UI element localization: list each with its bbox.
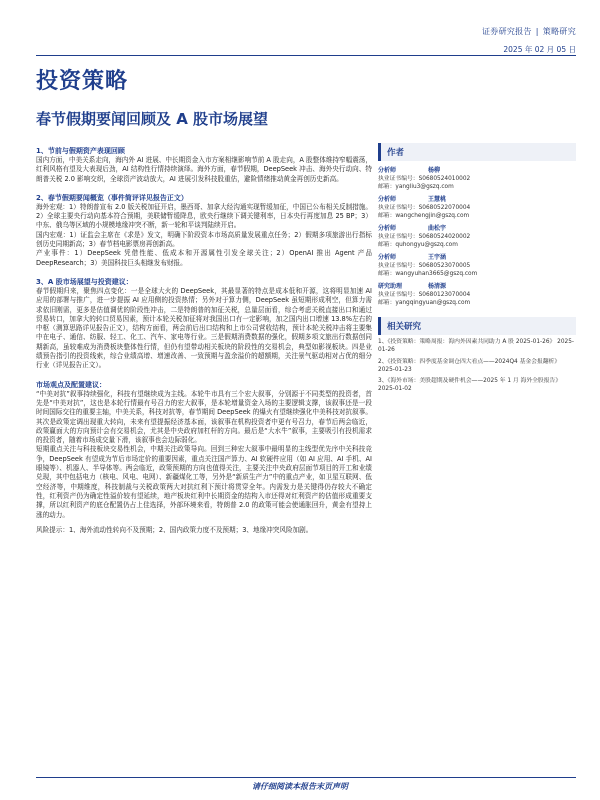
author-row [378, 196, 576, 204]
author-name: 杨柳 [428, 167, 441, 174]
author-row [378, 283, 576, 291]
author-name: 杨清源 [428, 283, 447, 290]
report-section: 策略研究 [542, 27, 576, 36]
section-3-text: 春节假期归来，聚焦四点变化：一是全球大火的 DeepSeek，其最显著的特点是成本低和开源，这将明显加速 AI 应用的部署与推广，进一步提振 AI 应用侧的投资热情；另外对于算力侧，DeepSeek 虽短期形成利空，但算力需求依旧刚需，更多是估值调优的阶段性冲击，二是特朗普的加征关税，总量层面看，综合考虑关税直接出口和通过贸易转口，加拿大的转口贸易因素，预计本轮关税加征将对我国出口有一定影响，加之国内出口增速 13.8%左右的中枢（测算思路详见报告正文），结构方面看，两会前后出口结构和上市公司营收结构，预计本轮关税冲击将主要集中在电子、通信、纺服、轻工、化工、汽车、家电等行业。三是假期消费数据的强化，假期多项文旅出行数据创同期新高，虽较难成为消费板块整体性行情，但仍有望带动相关板块的阶段性的交易机会，典型如影视板块。四是业绩预告指引的投资线索，综合业绩高增、增速改善、一致预期与盈余溢价的超额期，关注景气驱动相对占优的细分行业（详见报告正文）。 [36, 286, 372, 370]
related-item[interactable]: 1、《投资策略：策略周报：海内外因素共同助力 A 股 2025-01-26》 2025-01-26 [378, 339, 574, 354]
related-heading: 相关研究 [378, 317, 576, 335]
section-4-para-2: 短期重点关注与科技板块交易性机会，中期关注政策导向。回到三种宏大叙事中最明显的主线型优先序中关科技竞争，DeepSeek 有望成为节后市场定价的重要因素，重点关注国产算力、AI 软硬件应用（如 AI 应用、AI 手机、AI 眼镜等）、机器人、半导体等。两会临近，政策预期的方向也值得关注，主要关注中央政府层面节项目的开工和业绩兑现，其中包括电力（核电、风电、电网）、新疆煤化工等，另外是“新质生产力”中的重点产业，如卫星互联网、低空经济等，中期维度，科技制裁与关税政策两大对抗红利下预计将贯穿全年。内需发力是关键得仍存较大不确定性，红利资产仍为确定性溢价较有望延续，地产板块红利中长期资金的结构入市还得对红利资产的估值形成重要支撑，所以红利资产的底仓配置仍占上佳选择，外部环境来看，特朗普 2.0 的政策可能会使通胀回升，黄金有望持上涨的动力。 [36, 445, 372, 519]
author-license: 执业证书编号：S0680524020002 [378, 234, 471, 240]
related-item[interactable]: 3、《海外市场：美股超期及硬件机会——2025 年 1 月 海外全股报告》 2025-01-02 [378, 378, 562, 393]
report-subtitle: 春节假期要闻回顾及 A 股市场展望 [36, 110, 269, 128]
author-email[interactable]: 邮箱：yangqingyuan@gszq.com [378, 300, 471, 306]
author-row [378, 167, 576, 175]
author-entry [378, 167, 576, 191]
section-2-policy: 国内宏观：1）证监会主席在《求是》发文，明确下阶段资本市场高质量发展重点任务；2）假期多项旅游出行指标创历史同期新高；3）春节档电影票房再创新高。 [36, 230, 372, 249]
author-email[interactable]: 邮箱：yangliu3@gszq.com [378, 184, 454, 190]
author-role: 分析师 [378, 254, 397, 261]
spacer [36, 371, 372, 377]
author-name: 王慧桃 [428, 196, 447, 203]
section-1-heading: 1、节前与假期资产表现回顾 [36, 147, 125, 155]
author-entry [378, 283, 576, 307]
risk-warning: 风险提示：1、海外流动性转向不及预期；2、国内政策力度不及预期；3、地缘冲突风险加剧。 [36, 525, 313, 534]
footer-divider [36, 777, 576, 778]
author-list [378, 167, 576, 307]
page-title: 投资策略 [36, 69, 129, 94]
related-item[interactable]: 2、《投资策略：四季度基金调仓四大看点——2024Q4 基金会报翻析》 2025-01-23 [378, 358, 561, 373]
author-email[interactable]: 邮箱：quhongyu@gszq.com [378, 242, 458, 248]
summary-column [36, 143, 372, 535]
author-license: 执业证书编号：S0680524010002 [378, 176, 471, 182]
author-license: 执业证书编号：S0680522070004 [378, 205, 471, 211]
author-entry [378, 254, 576, 278]
author-role: 分析师 [378, 225, 397, 232]
author-role: 分析师 [378, 196, 397, 203]
related-research [378, 317, 576, 394]
section-4-para-1: “中美对抗”叙事持续强化，科技有望继续成为主线。本轮牛市具有三个宏大叙事，分别源于不同类型的投资者，首先是“中美对抗”，这也是本轮行情最有号召力的宏大叙事，是本轮增量资金入场的主要逻辑支撑，该叙事还是一段时间国际交往的重要主轴，中美关系，科技对抗等，春节期间 DeepSeek 的爆火有望继续强化中美科技对抗叙事。其次是政策定调出现重大转向，未来有望提振经济基本面，该叙事在机构投资者中更有号召力，春节后两会临近，政策赢面大的方向预计会有交易机会，尤其是中央政府加杠杆的方向。最后是“大水牛”叙事，主要吸引有投机需求的投资者，随着市场成交量下滑，该叙事也会边际弱化。 [36, 389, 372, 445]
author-entry [378, 225, 576, 249]
author-license: 执业证书编号：S0680123070004 [378, 292, 471, 298]
author-heading: 作者 [378, 143, 576, 161]
report-category: 证券研究报告 [481, 27, 532, 36]
author-license: 执业证书编号：S0680523070005 [378, 263, 471, 269]
section-3-heading: 3、A 股市场展望与投资建议： [36, 277, 133, 286]
author-row [378, 254, 576, 262]
spacer [36, 184, 372, 190]
header-separator: | [535, 27, 539, 36]
report-category-line [482, 26, 576, 37]
author-entry [378, 196, 576, 220]
section-2-macro: 海外宏观：1）特朗普宣布 2.0 版关税加征开启，墨西哥、加拿大经沟通实现暂缓加征，中国已公布相关反制措施。2）全球主要央行动向基本符合预期，美联储暂缓降息，欧央行继续下调关键利率，日本央行再度加息 25 BP；3）中东、俄乌等区域的小规模地缘冲突不断，新一轮和平谈判陆续开启。 [36, 202, 372, 230]
section-2-heading: 2、春节假期要闻概览（事件简评详见报告正文） [36, 193, 188, 202]
author-name: 王宇涵 [428, 254, 447, 261]
author-email[interactable]: 邮箱：wangchengjin@gszq.com [378, 213, 470, 219]
author-name: 曲松宇 [428, 225, 447, 232]
author-role: 分析师 [378, 167, 397, 174]
author-email[interactable]: 邮箱：wangyuhan3665@gszq.com [378, 271, 478, 277]
report-date: 2025 年 02 月 05 日 [503, 45, 576, 54]
spacer [36, 268, 372, 274]
sidebar-column [378, 143, 576, 394]
author-row [378, 225, 576, 233]
header-divider [36, 55, 576, 56]
section-2-industry: 产业事件：1）DeepSeek 凭借性能、低成本和开源属性引发全球关注；2）OpenAI 推出 Agent 产品 DeepResearch；3）美国科技巨头相继发布财报。 [36, 249, 372, 267]
author-role: 研究助理 [378, 283, 403, 290]
section-4-heading: 市场观点及配置建议： [36, 380, 106, 389]
section-1-text: 国内方面，中美关系走向，海内外 AI 进展、中长期资金入市方案相继影响节前 A 股走向，A 股整体维持窄幅震荡，红利风格有望及大表现后劲，AI 结构性行情持续演绎。海外方面，春节假期，DeepSeek 冲击、海外央行动向、特朗普关税 2.0 影响交织，全球资产波动放大，AI 进展引发科技股重估，避险情绪推动黄金再创历史新高。 [36, 156, 372, 183]
footer-disclaimer: 请仔细阅读本报告末页声明 [252, 782, 348, 791]
